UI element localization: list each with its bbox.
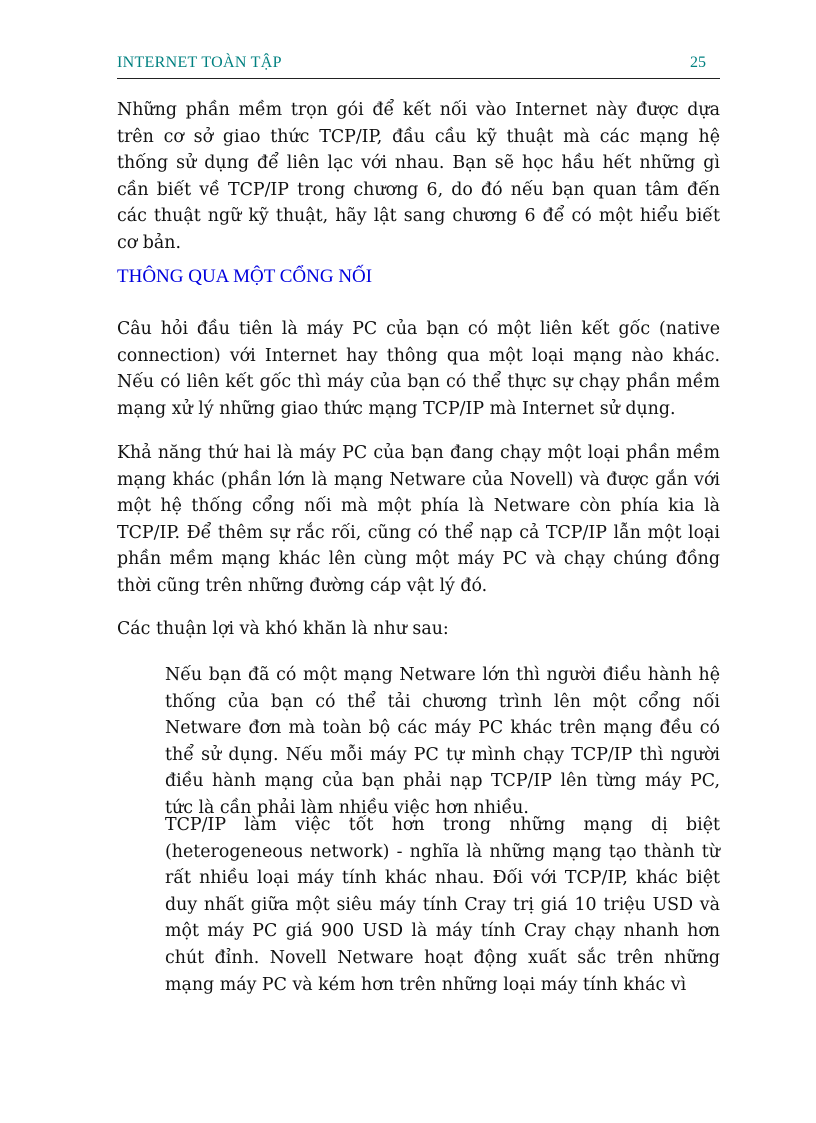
running-header [117, 54, 720, 79]
intro-paragraph: Những phần mềm trọn gói để kết nối vào Internet này được dựa trên cơ sở giao thức TCP/IP, đầu cầu kỹ thuật mà các mạng hệ thống sử dụng để liên lạc với nhau. Bạn sẽ học hầu hết những gì cần biết về TCP/IP trong chương 6, do đó nếu bạn quan tâm đến các thuật ngữ kỹ thuật, hãy lật sang chương 6 để có một hiểu biết cơ bản. [117, 100, 720, 253]
body-paragraph-1: Câu hỏi đầu tiên là máy PC của bạn có một liên kết gốc (native connection) với Internet hay thông qua một loại mạng nào khác. Nếu có liên kết gốc thì máy của bạn có thể thực sự chạy phần mềm mạng xử lý những giao thức mạng TCP/IP mà Internet sử dụng. [117, 319, 720, 419]
header-title: INTERNET TOÀN TẬP [117, 54, 282, 71]
indented-paragraph-1: Nếu bạn đã có một mạng Netware lớn thì người điều hành hệ thống của bạn có thể tải chương trình lên một cổng nối Netware đơn mà toàn bộ các máy PC khác trên mạng đều có thể sử dụng. Nếu mỗi máy PC tự mình chạy TCP/IP thì người điều hành mạng của bạn phải nạp TCP/IP lên từng máy PC, tức là cần phải làm nhiều việc hơn nhiều. [165, 665, 720, 818]
body-paragraph-3: Các thuận lợi và khó khăn là như sau: [117, 619, 449, 639]
page-number: 25 [690, 54, 706, 71]
body-paragraph-2: Khả năng thứ hai là máy PC của bạn đang chạy một loại phần mềm mạng khác (phần lớn là mạng Netware của Novell) và được gắn với một hệ thống cổng nối mà một phía là Netware còn phía kia là TCP/IP. Để thêm sự rắc rối, cũng có thể nạp cả TCP/IP lẫn một loại phần mềm mạng khác lên cùng một máy PC và chạy chúng đồng thời cũng trên những đường cáp vật lý đó. [117, 443, 720, 596]
section-heading: THÔNG QUA MỘT CỔNG NỐI [117, 266, 373, 287]
indented-paragraph-2: TCP/IP làm việc tốt hơn trong những mạng dị biệt (heterogeneous network) - nghĩa là những mạng tạo thành từ rất nhiều loại máy tính khác nhau. Đối với TCP/IP, khác biệt duy nhất giữa một siêu máy tính Cray trị giá 10 triệu USD và một máy PC giá 900 USD là máy tính Cray chạy nhanh hơn chút đỉnh. Novell Netware hoạt động xuất sắc trên những mạng máy PC và kém hơn trên những loại máy tính khác vì [165, 815, 720, 995]
